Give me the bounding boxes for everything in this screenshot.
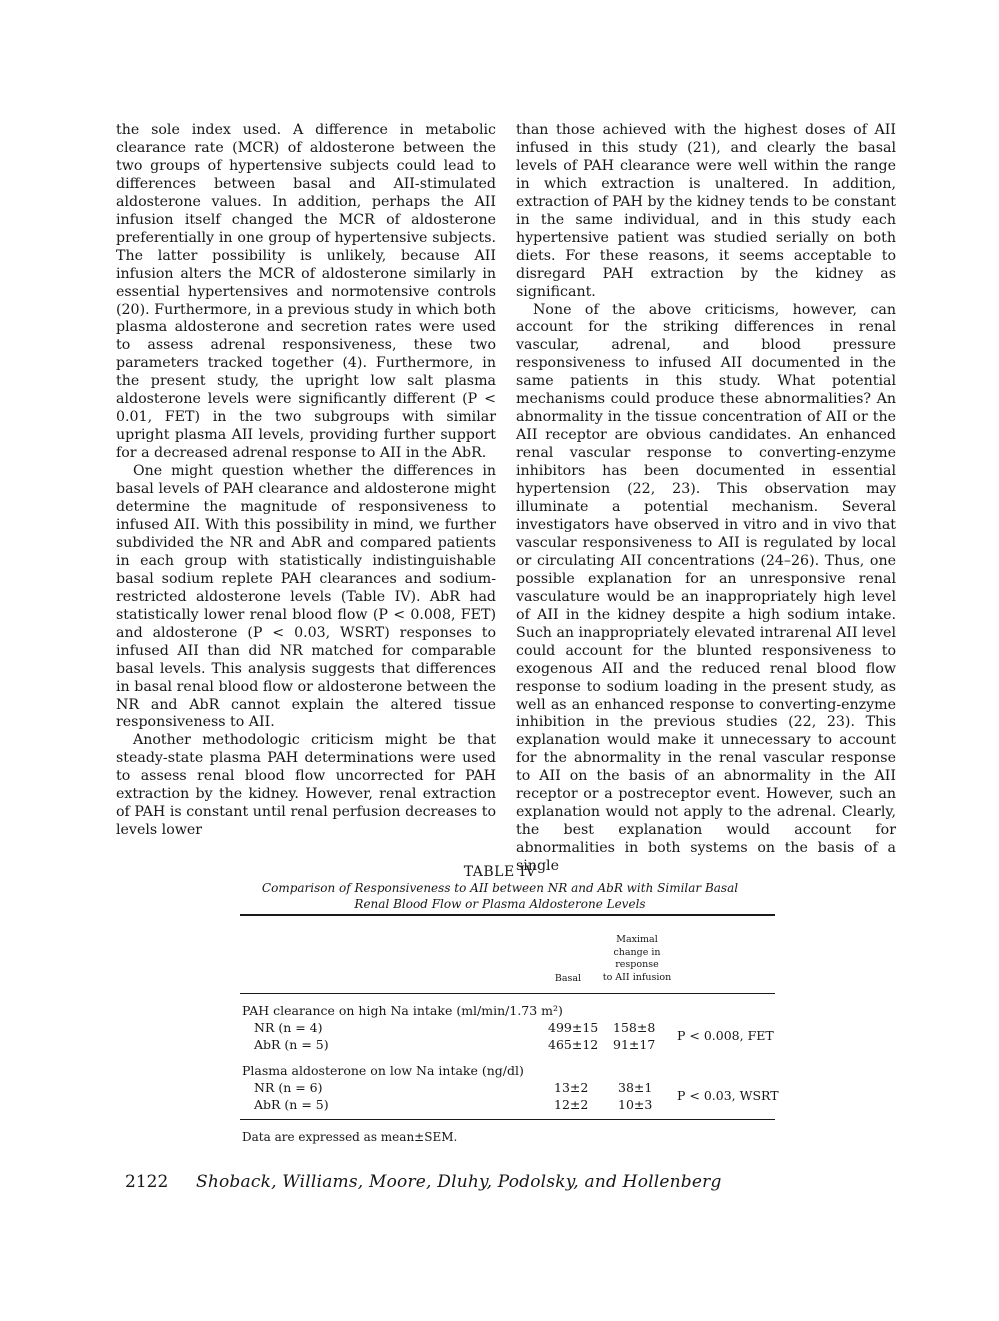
cell-change: 10±3 [618,1097,653,1112]
left-column [116,122,496,840]
paragraph: than those achieved with the highest doses of AII infused in this study (21), and clearly the basal levels of PAH clearance were well within the range in which extraction is unaltered. In addition, extraction of PAH by the kidney tends to be constant in the same individual, and in this study each hypertensive patient was studied serially on both diets. For these reasons, it seems acceptable to disregard PAH extraction by the kidney as significant. [516,122,896,300]
paragraph: None of the above criticisms, however, can account for the striking differences in renal vascular, adrenal, and blood pressure responsiveness to infused AII documented in the same patients in this study. What potential mechanisms could produce these abnormalities? An abnormality in the tissue concentration of AII or the AII receptor are obvious candidates. An enhanced renal vascular response to converting-enzyme inhibitors has been documented in essential hypertension (22, 23). This observation may illuminate a potential mechanism. Several investigators have observed in vitro and in vivo that vascular responsiveness to AII is regulated by local or circulating AII concentrations (24–26). Thus, one possible explanation for an unresponsive renal vasculature would be an inappropriately high level of AII in the kidney despite a high sodium intake. Such an inappropriately elevated intrarenal AII level could account for the blunted responsiveness to exogenous AII and the reduced renal blood flow response to sodium loading in the present study, as well as an enhanced response to converting-enzyme inhibition in the previous studies (22, 23). This explanation would make it unnecessary to account for the abnormality in the renal vascular response to AII on the basis of an abnormality in the AII receptor or a postreceptor event. However, such an explanation would not apply to the adrenal. Clearly, the best explanation would account for abnormalities in both systems on the basis of a single [516,301,896,875]
cell-basal: 12±2 [554,1097,589,1112]
table-label: TABLE IV [463,864,537,880]
cell-basal: 13±2 [554,1080,589,1095]
group-heading: Plasma aldosterone on low Na intake (ng/dl) [242,1063,524,1078]
table-top-rule [240,914,775,916]
table-title-line2: Renal Blood Flow or Plasma Aldosterone Levels [354,896,646,911]
table-title-line1: Comparison of Responsiveness to AII between NR and AbR with Similar Basal [261,881,739,895]
paragraph: Another methodologic criticism might be that steady-state plasma PAH determinations were used to assess renal blood flow uncorrected for PAH extraction by the kidney. However, renal extraction of PAH is constant until renal perfusion decreases to levels lower [116,732,496,839]
header-basal: Basal [554,973,582,984]
table-header-rule [240,993,775,994]
table-bottom-rule [240,1119,775,1120]
running-footer-authors: Shoback, Williams, Moore, Dluhy, Podolsky, and Hollenberg [196,1172,722,1192]
paragraph: One might question whether the differences in basal levels of PAH clearance and aldosterone might determine the magnitude of responsiveness to infused AII. With this possibility in mind, we further subdivided the NR and AbR and compared patients in each group with statistically indistinguishable basal sodium replete PAH clearances and sodium-restricted aldosterone levels (Table IV). AbR had statistically lower renal blood flow (P < 0.008, FET) and aldosterone (P < 0.03, WSRT) responses to infused AII than did NR matched for comparable basal levels. This analysis suggests that differences in basal renal blood flow or aldosterone between the NR and AbR cannot explain the altered tissue responsiveness to AII. [116,463,496,731]
row-label: AbR (n = 5) [254,1097,329,1112]
group-heading: PAH clearance on high Na intake (ml/min/1.73 m²) [242,1003,563,1018]
cell-basal: 465±12 [548,1037,599,1052]
paragraph: the sole index used. A difference in metabolic clearance rate (MCR) of aldosterone between the two groups of hypertensive subjects could lead to differences between basal and AII-stimulated aldosterone values. In addition, perhaps the AII infusion itself changed the MCR of aldosterone preferentially in one group of hypertensive subjects. The latter possibility is unlikely, because AII infusion alters the MCR of aldosterone similarly in essential hypertensives and normotensive controls (20). Furthermore, in a previous study in which both plasma aldosterone and secretion rates were used to assess adrenal responsiveness, these two parameters tracked together (4). Furthermore, in the present study, the upright low salt plasma aldosterone levels were significantly different (P < 0.01, FET) in the two subgroups with similar upright plasma AII levels, providing further support for a decreased adrenal response to AII in the AbR. [116,122,496,462]
cell-basal: 499±15 [548,1020,599,1035]
cell-stat: P < 0.03, WSRT [677,1088,779,1103]
page-number: 2122 [125,1172,169,1192]
cell-change: 38±1 [618,1080,653,1095]
header-maximal-change: Maximal change in response to AII infusion [602,934,672,983]
table-footnote: Data are expressed as mean±SEM. [242,1130,458,1144]
cell-stat: P < 0.008, FET [677,1028,774,1043]
row-label: AbR (n = 5) [254,1037,329,1052]
row-label: NR (n = 6) [254,1080,323,1095]
cell-change: 91±17 [613,1037,656,1052]
cell-change: 158±8 [613,1020,656,1035]
table-caption [200,864,800,912]
right-column [516,122,896,876]
row-label: NR (n = 4) [254,1020,323,1035]
